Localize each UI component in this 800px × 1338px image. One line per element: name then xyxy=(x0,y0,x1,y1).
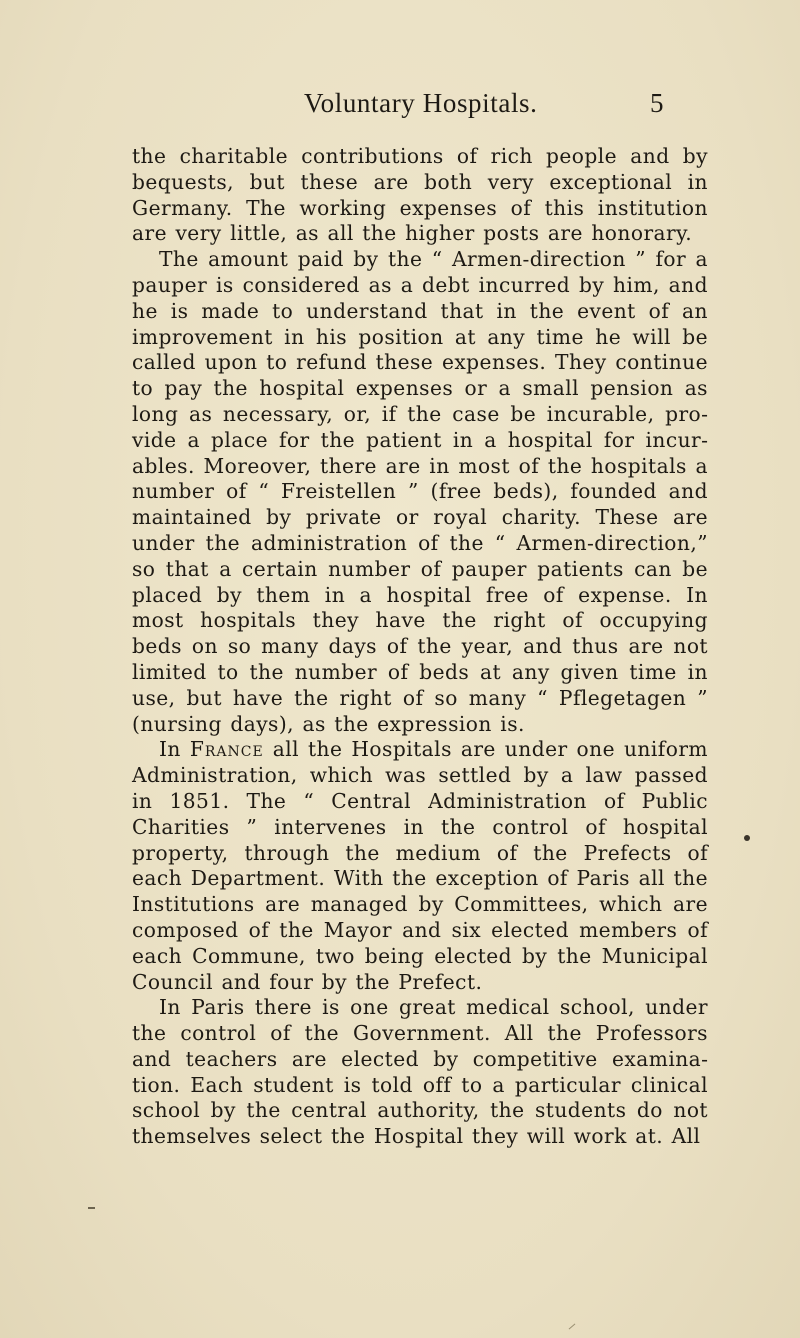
paragraph-3-body: all the Hospitals are under one uniform Administration, which was settled by a law passed in 1851. The “ Central Administration of Public Charities ” intervenes in the control of hospital property, through the medium of the Prefects of each Department. With the exception of Paris all the Institutions are managed by Committees, which are composed of the Mayor and six elected members of each Commune, two being elected by the Municipal Council and four by the Prefect. xyxy=(132,737,709,994)
body-text xyxy=(132,144,708,1150)
country-name-france: France xyxy=(189,737,264,762)
paragraph-3 xyxy=(132,737,708,995)
paragraph-3-lead: In xyxy=(159,737,181,762)
pencil-tick-mark xyxy=(569,1324,576,1330)
paragraph-1: the charitable contributions of rich people and by bequests, but these are both very exceptional in Germany. The working expenses of this institution are very little, as all the higher posts are honorary. xyxy=(132,144,708,246)
margin-dash-mark xyxy=(88,1207,95,1209)
paragraph-2: The amount paid by the “ Armen-direction ” for a pauper is considered as a debt incurred by him, and he is made to understand that in the event of an improvement in his position at any time he will be called upon to refund these expenses. They continue to pay the hospital expenses or a small pension as long as necessary, or, if the case be incurable, provide a place for the patient in a hospital for incurables. Moreover, there are in most of the hospitals a number of “ Freistellen ” (free beds), founded and maintained by private or royal charity. These are under the administration of the “ Armen-direction,” so that a certain number of pauper patients can be placed by them in a hospital free of expense. In most hospitals they have the right of occupying beds on so many days of the year, and thus are not limited to the number of beds at any given time in use, but have the right of so many “ Pflegetagen ” (nursing days), as the expression is. xyxy=(132,247,708,736)
running-title: Voluntary Hospitals. xyxy=(304,88,538,118)
page-number: 5 xyxy=(650,88,664,118)
paragraph-4: In Paris there is one great medical school, under the control of the Government. All the Professors and teachers are elected by competitive examination. Each student is told off to a particular clinical school by the central authority, the students do not themselves select the Hospital they will work at. All xyxy=(132,995,708,1149)
ink-dot-mark xyxy=(744,835,750,841)
